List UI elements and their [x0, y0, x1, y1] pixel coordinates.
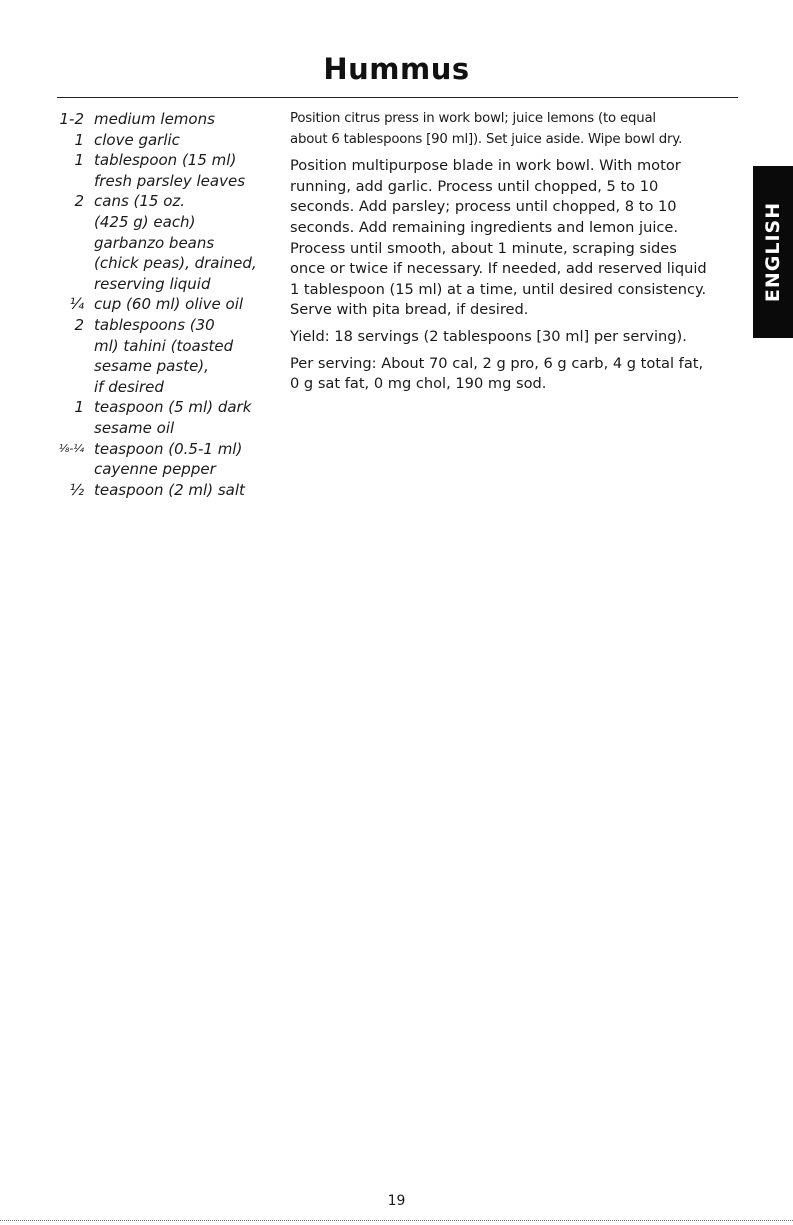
ingredient-quantity: ½ [69, 480, 84, 499]
method-paragraph: Position multipurpose blade in work bowl. With motor running, add garlic. Process until chopped, 5 to 10 seconds. Add parsley; process until chopped, 8 to 10 seconds. Add remaining ingredients and lemon juice. Process until smooth, about 1 minute, scraping sides once or twice if necessary. If needed, add reserved liquid 1 tablespoon (15 ml) at a time, until desired consistency. Serve with pita bread, if desired. [290, 157, 707, 319]
ingredient-text: cans (15 oz. (425 g) each) garbanzo beans (chick peas), drained, reserving liquid [94, 192, 257, 293]
ingredient-text: medium lemons [94, 110, 215, 128]
ingredient-quantity: 1-2 [59, 110, 84, 128]
ingredient-row [28, 150, 278, 191]
ingredient-text: teaspoon (0.5-1 ml) cayenne pepper [94, 439, 243, 479]
ingredient-text: cup (60 ml) olive oil [94, 295, 244, 314]
ingredient-row [28, 397, 278, 438]
page-bottom-border [0, 1220, 793, 1221]
method-paragraph: Position citrus press in work bowl; juice lemons (to equal about 6 tablespoons [90 ml]). Set juice aside. Wipe bowl dry. [290, 111, 683, 147]
ingredient-text: tablespoons (30 ml) tahini (toasted sesame paste), if desired [94, 315, 234, 396]
language-tab [753, 166, 793, 338]
ingredient-quantity: ¼ [69, 295, 84, 314]
ingredient-row [28, 439, 278, 480]
ingredient-quantity: 1 [74, 398, 84, 417]
ingredient-quantity: 2 [74, 192, 84, 211]
ingredient-row [28, 191, 278, 294]
ingredient-quantity: 1 [74, 130, 84, 149]
language-tab-label: ENGLISH [762, 201, 784, 303]
ingredient-text: tablespoon (15 ml) fresh parsley leaves [94, 151, 246, 190]
ingredients-list [28, 109, 278, 500]
ingredient-quantity: 2 [74, 315, 84, 334]
ingredient-text: teaspoon (5 ml) dark sesame oil [94, 398, 252, 437]
nutrition-text: Per serving: About 70 cal, 2 g pro, 6 g carb, 4 g total fat, 0 g sat fat, 0 mg chol, 190 mg sod. [290, 354, 704, 393]
ingredient-quantity: 1 [74, 151, 84, 170]
title-divider [57, 97, 738, 98]
recipe-title: Hummus [323, 52, 470, 86]
ingredient-text: teaspoon (2 ml) salt [94, 480, 245, 499]
ingredient-quantity: ⅛-¼ [58, 441, 84, 455]
ingredient-row [28, 294, 278, 315]
yield-text: Yield: 18 servings (2 tablespoons [30 ml] per serving). [290, 327, 687, 345]
method-instructions [290, 109, 740, 401]
ingredient-row [28, 130, 278, 151]
ingredient-row [28, 480, 278, 501]
ingredient-row [28, 109, 278, 130]
page-number: 19 [387, 1193, 406, 1209]
ingredient-text: clove garlic [94, 130, 180, 149]
ingredient-row [28, 315, 278, 397]
